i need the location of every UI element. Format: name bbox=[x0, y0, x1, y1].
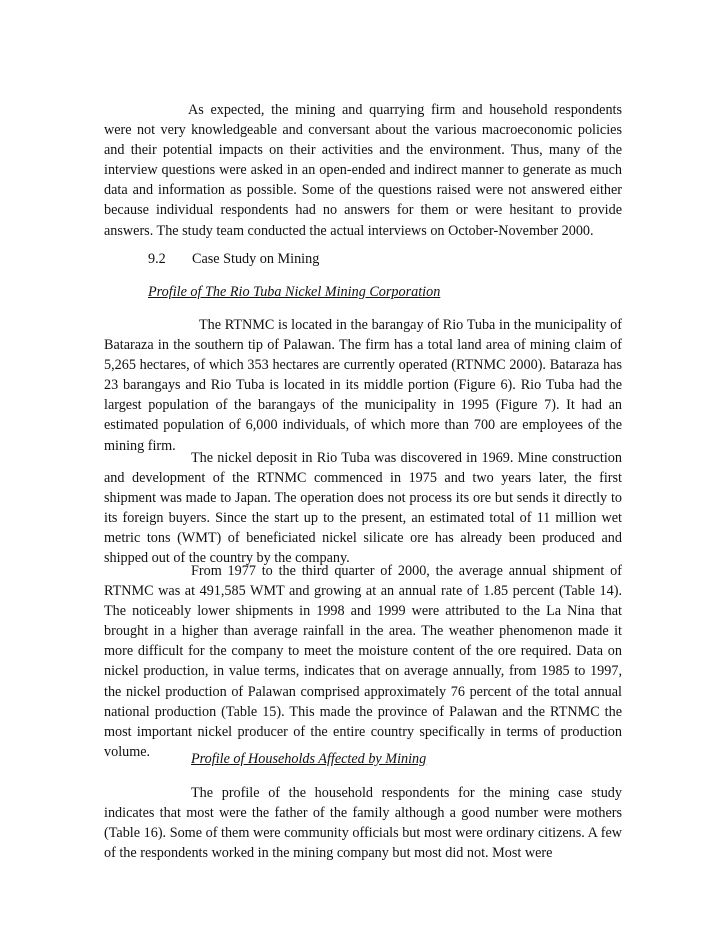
paragraph-nickel-deposit bbox=[104, 448, 622, 569]
paragraph-text: The profile of the household respondents for the mining case study indicates that most were the father of the family although a good number were mothers (Table 16). Some of them were community officials but most were ordinary citizens. A few of the respondents worked in the mining company but most did not. Most were bbox=[104, 785, 622, 862]
paragraph-household-respondents bbox=[104, 783, 622, 863]
subheading-rtnmc-profile: Profile of The Rio Tuba Nickel Mining Corporation bbox=[148, 284, 441, 300]
paragraph-text: The nickel deposit in Rio Tuba was discovered in 1969. Mine construction and development of the RTNMC commenced in 1975 and two years later, the first shipment was made to Japan. The operation does not process its ore but sends it directly to its foreign buyers. Since the start up to the present, an estimated total of 11 million wet metric tons (WMT) of beneficiated nickel silicate ore has already been produced and shipped out of the country by the company. bbox=[104, 450, 622, 567]
subheading-households-profile: Profile of Households Affected by Mining bbox=[191, 751, 427, 767]
section-number: 9.2 bbox=[148, 251, 166, 267]
paragraph-rtnmc-location bbox=[104, 315, 622, 456]
paragraph-interview-context bbox=[104, 100, 622, 241]
section-heading bbox=[148, 249, 319, 269]
section-title: Case Study on Mining bbox=[192, 251, 320, 267]
paragraph-text: The RTNMC is located in the barangay of Rio Tuba in the municipality of Bataraza in the southern tip of Palawan. The firm has a total land area of mining claim of 5,265 hectares, of which 353 hectares are currently operated (RTNMC 2000). Bataraza has 23 barangays and Rio Tuba is located in its middle portion (Figure 6). Rio Tuba had the largest population of the barangays of the municipality in 1995 (Figure 7). It had an estimated population of 6,000 individuals, of which more than 700 are employees of the mining firm. bbox=[104, 317, 622, 454]
paragraph-text: From 1977 to the third quarter of 2000, the average annual shipment of RTNMC was at 491,585 WMT and growing at an annual rate of 1.85 percent (Table 14). The noticeably lower shipments in 1998 and 1999 were attributed to the La Nina that brought in a higher than average rainfall in the area. The weather phenomenon made it more difficult for the company to meet the moisture content of the ore required. Data on nickel production, in value terms, indicates that on average annually, from 1985 to 1997, the nickel production of Palawan comprised approximately 76 percent of the total annual national production (Table 15). This made the province of Palawan and the RTNMC the most important nickel producer of the entire country specifically in terms of production volume. bbox=[104, 563, 622, 760]
paragraph-shipments bbox=[104, 561, 622, 762]
paragraph-text: As expected, the mining and quarrying firm and household respondents were not very knowledgeable and conversant about the various macroeconomic policies and their potential impacts on their activities and the environment. Thus, many of the interview questions were asked in an open-ended and indirect manner to generate as much data and information as possible. Some of the questions raised were not answered either because individual respondents had no answers for them or were hesitant to provide answers. The study team conducted the actual interviews on October-November 2000. bbox=[104, 102, 622, 239]
